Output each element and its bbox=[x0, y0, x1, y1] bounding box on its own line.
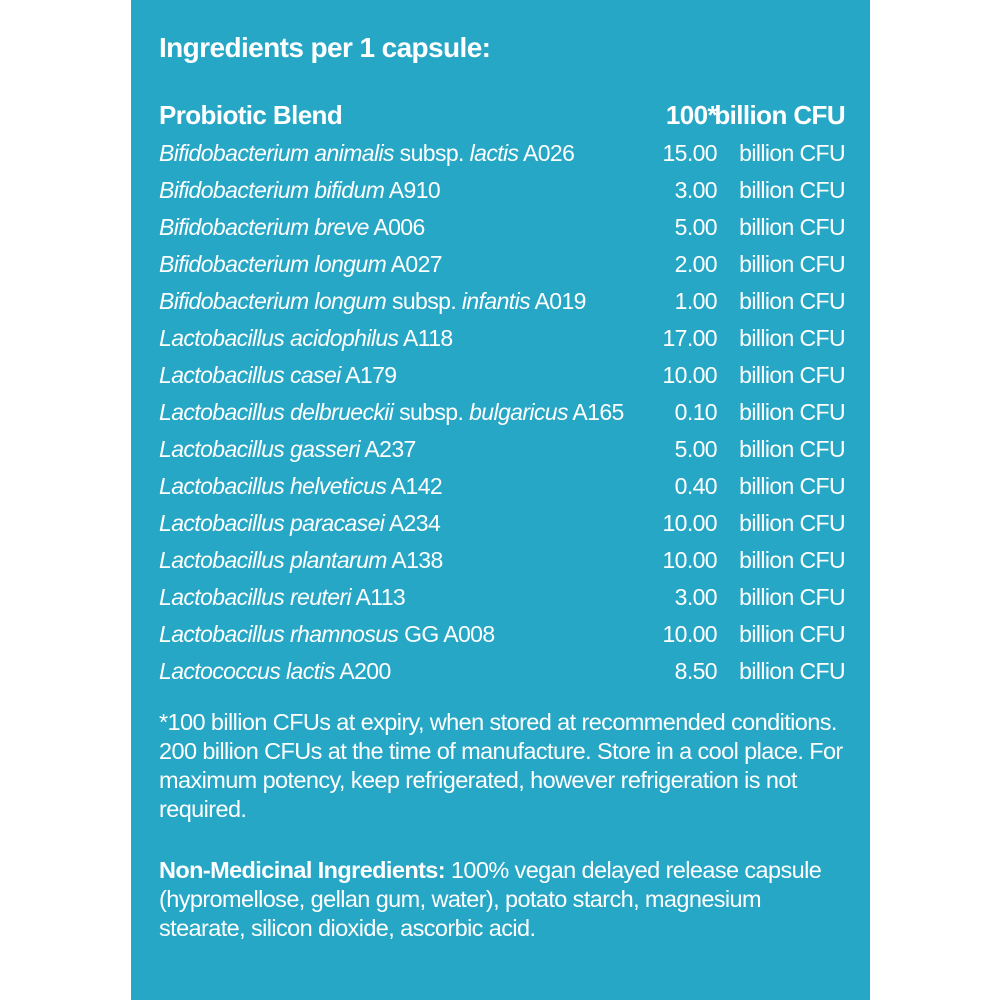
ingredient-name-part: Bifidobacterium breve bbox=[159, 214, 369, 240]
table-row bbox=[159, 284, 845, 321]
non-medicinal-ingredients bbox=[159, 856, 849, 943]
table-row bbox=[159, 580, 845, 617]
ingredient-unit: billion CFU bbox=[739, 251, 845, 277]
ingredient-name-part: A200 bbox=[334, 658, 391, 684]
ingredient-name bbox=[159, 658, 391, 685]
ingredient-name-part: A138 bbox=[386, 547, 443, 573]
ingredient-amount: 17.00 bbox=[662, 325, 717, 351]
ingredient-unit: billion CFU bbox=[739, 658, 845, 684]
ingredient-amount: 0.40 bbox=[674, 473, 717, 499]
ingredient-name-part: A237 bbox=[359, 436, 416, 462]
ingredient-name-part: lactis bbox=[469, 140, 519, 166]
ingredient-name-part: Lactobacillus rhamnosus bbox=[159, 621, 399, 647]
ingredient-name bbox=[159, 325, 453, 352]
table-row bbox=[159, 321, 845, 358]
ingredient-amount: 3.00 bbox=[674, 177, 717, 203]
ingredient-name-part: Lactobacillus paracasei bbox=[159, 510, 385, 536]
ingredient-name bbox=[159, 177, 440, 204]
table-row bbox=[159, 358, 845, 395]
table-row bbox=[159, 173, 845, 210]
ingredients-table bbox=[159, 96, 845, 691]
ingredient-name-part: Lactobacillus casei bbox=[159, 362, 341, 388]
ingredient-name-part: A118 bbox=[398, 325, 453, 351]
table-header-row bbox=[159, 96, 845, 136]
ingredient-name-part: Lactobacillus acidophilus bbox=[159, 325, 399, 351]
ingredient-name-part: Lactobacillus helveticus bbox=[159, 473, 387, 499]
ingredient-name bbox=[159, 547, 443, 574]
non-medicinal-text: 100% vegan delayed release capsule (hypromellose, gellan gum, water), potato starch, magnesium stearate, silicon dioxide, ascorbic acid. bbox=[159, 857, 822, 941]
ingredient-name-part: A027 bbox=[386, 251, 442, 277]
table-row bbox=[159, 506, 845, 543]
ingredient-name-part: bulgaricus bbox=[469, 399, 568, 425]
ingredient-name-part: subsp. bbox=[386, 288, 462, 314]
ingredient-unit: billion CFU bbox=[739, 473, 845, 499]
ingredient-unit: billion CFU bbox=[739, 177, 845, 203]
ingredient-unit: billion CFU bbox=[739, 325, 845, 351]
ingredient-amount: 15.00 bbox=[662, 140, 717, 166]
table-row bbox=[159, 469, 845, 506]
ingredient-name-part: Bifidobacterium animalis bbox=[159, 140, 394, 166]
ingredient-name bbox=[159, 510, 440, 537]
ingredient-amount: 10.00 bbox=[662, 621, 717, 647]
panel-title: Ingredients per 1 capsule: bbox=[159, 32, 491, 63]
ingredient-name bbox=[159, 288, 586, 315]
ingredient-name-part: GG A008 bbox=[398, 621, 495, 647]
ingredient-name bbox=[159, 473, 442, 500]
ingredient-amount: 10.00 bbox=[662, 510, 717, 536]
ingredient-amount: 8.50 bbox=[674, 658, 717, 684]
ingredient-unit: billion CFU bbox=[739, 362, 845, 388]
ingredient-amount: 5.00 bbox=[674, 214, 717, 240]
ingredient-name-part: A910 bbox=[384, 177, 441, 203]
table-row bbox=[159, 210, 845, 247]
ingredient-name bbox=[159, 362, 397, 389]
table-row bbox=[159, 617, 845, 654]
ingredient-amount: 10.00 bbox=[662, 547, 717, 573]
header-unit: billion CFU bbox=[714, 100, 845, 130]
ingredient-name-part: Bifidobacterium bifidum bbox=[159, 177, 385, 203]
ingredient-name bbox=[159, 399, 624, 426]
ingredient-name-part: A179 bbox=[340, 362, 397, 388]
ingredient-unit: billion CFU bbox=[739, 547, 845, 573]
ingredient-name-part: A234 bbox=[384, 510, 441, 536]
ingredient-amount: 0.10 bbox=[674, 399, 717, 425]
ingredient-name-part: A019 bbox=[529, 288, 586, 314]
ingredient-unit: billion CFU bbox=[739, 214, 845, 240]
ingredient-unit: billion CFU bbox=[739, 288, 845, 314]
non-medicinal-label: Non-Medicinal Ingredients: bbox=[159, 857, 445, 883]
ingredient-amount: 1.00 bbox=[674, 288, 717, 314]
ingredient-amount: 5.00 bbox=[674, 436, 717, 462]
ingredient-name bbox=[159, 584, 405, 611]
ingredient-name-part: infantis bbox=[461, 288, 530, 314]
table-row bbox=[159, 432, 845, 469]
ingredient-unit: billion CFU bbox=[739, 510, 845, 536]
ingredient-name-part: subsp. bbox=[393, 140, 470, 166]
ingredient-amount: 2.00 bbox=[674, 251, 717, 277]
ingredient-name-part: Lactobacillus plantarum bbox=[159, 547, 387, 573]
ingredient-unit: billion CFU bbox=[739, 436, 845, 462]
ingredient-unit: billion CFU bbox=[739, 399, 845, 425]
ingredient-name-part: A142 bbox=[386, 473, 443, 499]
table-row bbox=[159, 543, 845, 580]
header-name: Probiotic Blend bbox=[159, 100, 343, 130]
ingredient-name-part: Bifidobacterium longum bbox=[159, 251, 387, 277]
ingredient-rows bbox=[159, 136, 845, 691]
ingredient-name bbox=[159, 621, 495, 648]
ingredient-name bbox=[159, 140, 574, 167]
ingredient-unit: billion CFU bbox=[739, 621, 845, 647]
ingredient-name-part: Lactobacillus reuteri bbox=[159, 584, 351, 610]
ingredient-name bbox=[159, 251, 442, 278]
table-row bbox=[159, 654, 845, 691]
footnote: *100 billion CFUs at expiry, when stored at recommended conditions. 200 billion CFUs at the time of manufacture. Store in a cool place. For maximum potency, keep refrigerated, however refrigeration is not required. bbox=[159, 709, 843, 822]
ingredient-name-part: subsp. bbox=[393, 399, 470, 425]
ingredient-name-part: Lactococcus lactis bbox=[159, 658, 335, 684]
ingredient-amount: 3.00 bbox=[674, 584, 717, 610]
ingredient-name-part: Lactobacillus delbrueckii bbox=[159, 399, 394, 425]
ingredient-name-part: A113 bbox=[350, 584, 406, 610]
ingredient-name-part: Lactobacillus gasseri bbox=[159, 436, 360, 462]
ingredient-name bbox=[159, 436, 416, 463]
header-amount: 100* bbox=[665, 100, 717, 130]
ingredient-name-part: Bifidobacterium longum bbox=[159, 288, 387, 314]
ingredient-name bbox=[159, 214, 425, 241]
ingredient-amount: 10.00 bbox=[662, 362, 717, 388]
ingredient-name-part: A165 bbox=[567, 399, 624, 425]
table-row bbox=[159, 247, 845, 284]
ingredient-unit: billion CFU bbox=[739, 140, 845, 166]
ingredient-name-part: A006 bbox=[368, 214, 425, 240]
ingredients-panel bbox=[131, 0, 870, 1000]
ingredient-unit: billion CFU bbox=[739, 584, 845, 610]
ingredient-name-part: A026 bbox=[518, 140, 575, 166]
table-row bbox=[159, 136, 845, 173]
table-row bbox=[159, 395, 845, 432]
